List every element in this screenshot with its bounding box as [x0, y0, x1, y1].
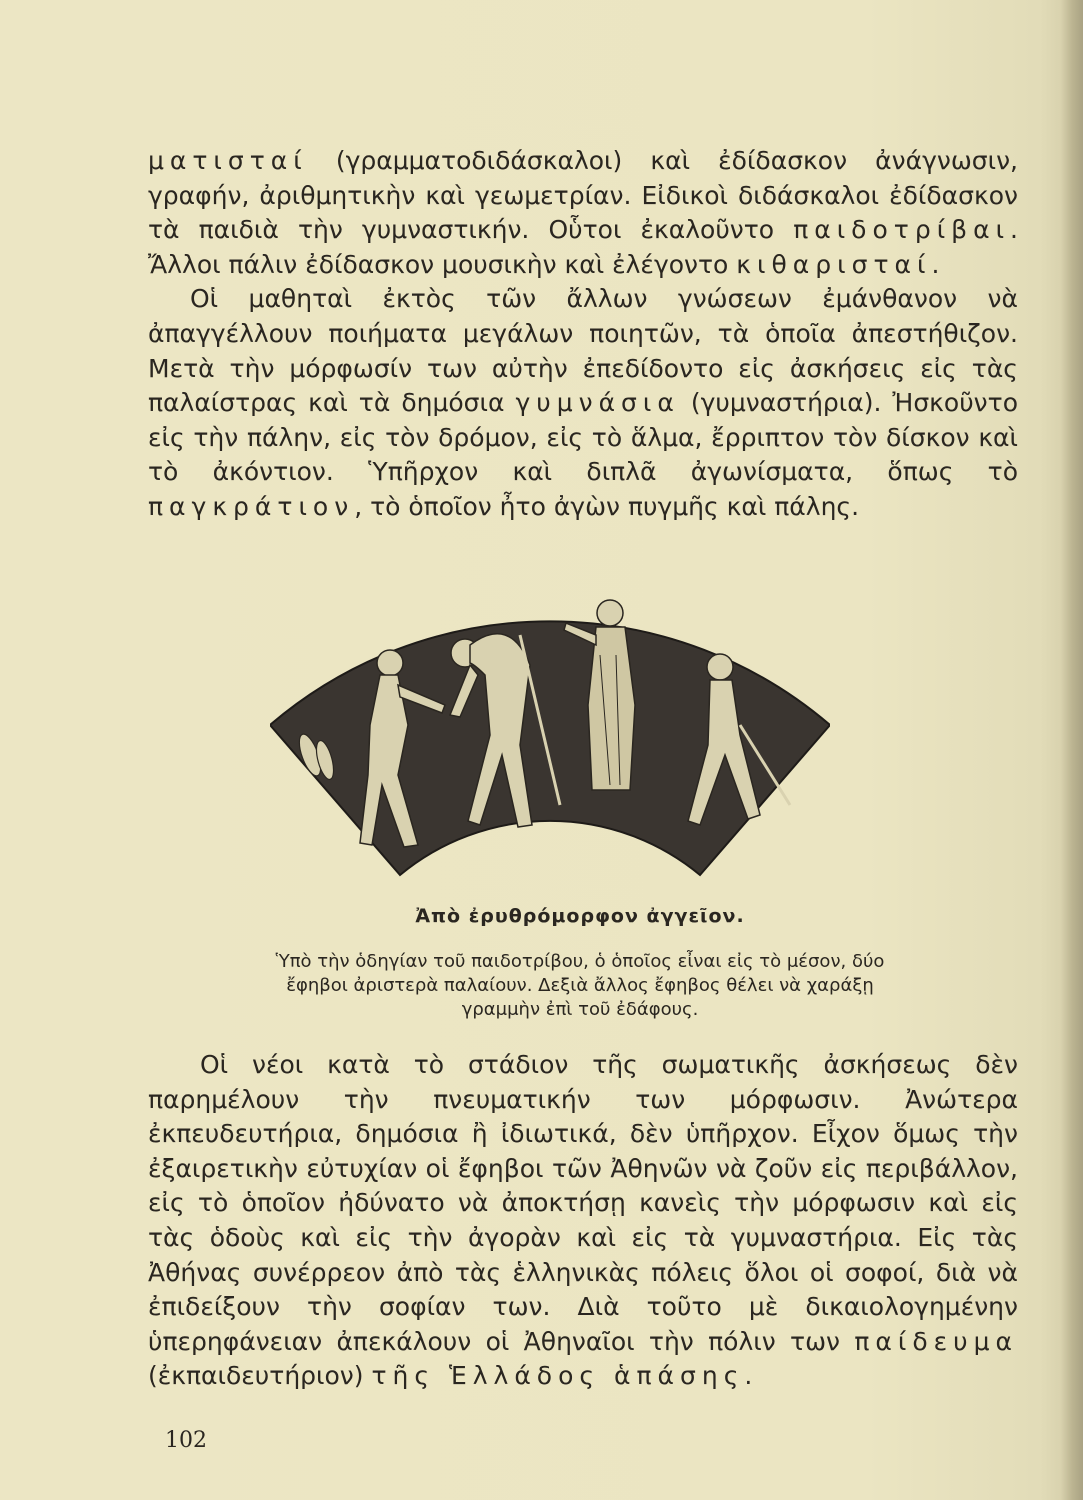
paragraph-2 — [148, 1048, 1018, 1394]
page-number: 102 — [165, 1428, 207, 1453]
text-run: (γραμματοδιδάσκαλοι) καὶ ἐδίδασκον ἀνάγνωσιν, γραφήν, ἀριθμητικὴν καὶ γεωμετρίαν. Εἰδικοὶ διδάσκαλοι ἐδίδασκον τὰ παιδιὰ τὴν γυμναστικήν. Οὗτοι ἐκαλοῦντο — [148, 146, 1018, 245]
vase-illustration — [270, 575, 830, 895]
text-run: Οἱ νέοι κατὰ τὸ στάδιον τῆς σωματικῆς ἀσκήσεως δὲν παρημέλουν τὴν πνευματικήν των μόρφωσιν. Ἀνώτερα ἐκπευδευτήρια, δημόσια ἢ ἰδιωτικά, δὲν ὑπῆρχον. Εἶχον ὅμως τὴν ἐξαιρετικὴν εὐτυχίαν οἱ ἔφηβοι τῶν Ἀθηνῶν νὰ ζοῦν εἰς περιβάλλον, εἰς τὸ ὁποῖον ἠδύνατο νὰ ἀποκτήσῃ κανεὶς τὴν μόρφωσιν καὶ εἰς τὰς ὁδοὺς καὶ εἰς τὴν ἀγορὰν καὶ εἰς τὰ γυμναστήρια. Εἰς τὰς Ἀθήνας συνέρρεον ἀπὸ τὰς ἑλληνικὰς πόλεις ὅλοι οἱ σοφοί, διὰ νὰ ἐπιδείξουν τὴν σοφίαν των. Διὰ τοῦτο μὲ δικαιολογημένην ὑπερηφάνειαν ἀπεκάλουν οἱ Ἀθηναῖοι τὴν πόλιν των — [148, 1050, 1018, 1356]
text-run: , τὸ ὁποῖον ἦτο ἀγὼν πυγμῆς καὶ πάλης. — [354, 491, 860, 521]
text-run: (ἐκπαιδευτήριον) — [148, 1361, 372, 1391]
spaced-term: γυμνάσια — [515, 388, 680, 418]
figure-caption-text: Ὑπὸ τὴν ὁδηγίαν τοῦ παιδοτρίβου, ὁ ὁποῖος εἶναι εἰς τὸ μέσον, δύο ἔφηβοι ἀριστερὰ παλαίουν. Δεξιὰ ἄλλος ἔφηβος θέλει νὰ χαράξῃ γραμμὴν ἐπὶ τοῦ ἐδάφους. — [275, 951, 885, 1020]
spaced-term: παγκράτιον — [148, 491, 355, 521]
text-run: Οἱ μαθηταὶ ἐκτὸς τῶν ἄλλων γνώσεων ἐμάνθανον νὰ ἀπαγγέλλουν ποιήματα μεγάλων ποιητῶν, τὰ ὁποῖα ἀπεστήθιζον. Μετὰ τὴν μόρφωσίν των αὐτὴν ἐπεδίδοντο εἰς ἀσκήσεις εἰς τὰς παλαίστρας καὶ τὰ δημόσια — [148, 284, 1018, 418]
text-run: . — [744, 1361, 753, 1391]
paragraph-1 — [148, 144, 1018, 525]
text-run: . — [931, 249, 940, 279]
spaced-term: ματισταί — [148, 146, 308, 175]
spaced-term: παιδοτρίβαι — [793, 215, 1011, 245]
spaced-term: τῆς Ἑλλάδος ἁπάσης — [371, 1361, 745, 1391]
page-edge — [1061, 0, 1083, 1500]
spaced-term: παίδευμα — [854, 1326, 1018, 1356]
text-run: . Ἄλλοι πάλιν ἐδίδασκον μουσικὴν καὶ ἐλέγοντο — [148, 215, 1018, 279]
kylix-fan-image — [270, 575, 830, 895]
figure-caption-title: Ἀπὸ ἐρυθρόμορφον ἀγγεῖον. — [415, 905, 745, 927]
text-run: (γυμναστήρια). Ἠσκοῦντο εἰς τὴν πάλην, εἰς τὸν δρόμον, εἰς τὸ ἅλμα, ἔρριπτον τὸν δίσκον καὶ τὸ ἀκόντιον. Ὑπῆρχον καὶ διπλᾶ ἀγωνίσματα, ὅπως τὸ — [148, 388, 1018, 487]
vase-background — [270, 621, 830, 875]
spaced-term: κιθαρισταί — [736, 249, 932, 279]
